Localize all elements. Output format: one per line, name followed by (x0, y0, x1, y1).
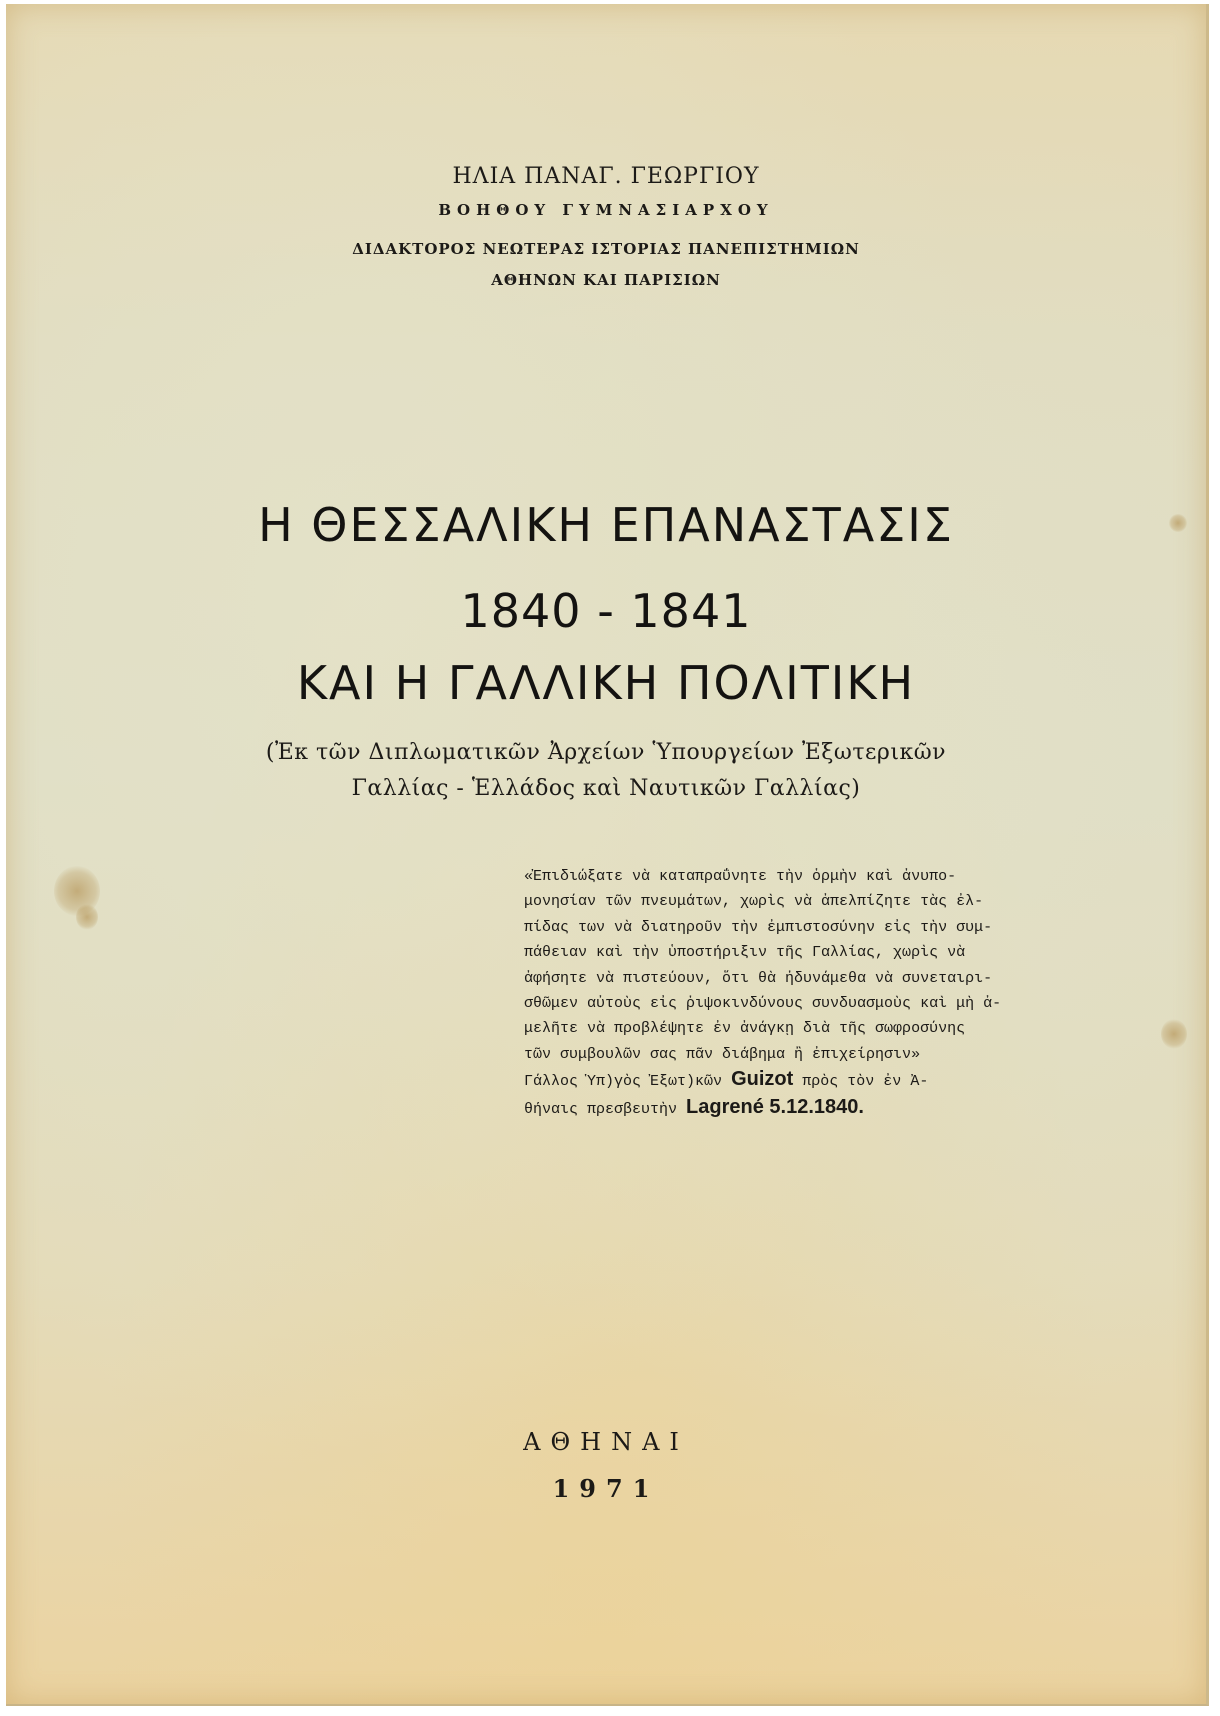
quote-line: «Ἐπιδιώξατε νὰ καταπραΰνητε τὴν ὁρμὴν καὶ ἀνυπο- (524, 868, 957, 885)
author-degree-line-2: ΑΘΗΝΩΝ ΚΑΙ ΠΑΡΙΣΙΩΝ (491, 271, 721, 289)
age-stain (1161, 1019, 1187, 1049)
book-title-line-1: Η ΘΕΣΣΑΛΙΚΗ ΕΠΑΝΑΣΤΑΣΙΣ (258, 498, 954, 552)
quote-line: τῶν συμβουλῶν σας πᾶν διάβημα ἢ ἐπιχείρησιν» (524, 1045, 921, 1063)
publication-year: 1971 (552, 1474, 660, 1503)
quote-attribution-line-1 (524, 1067, 1024, 1094)
author-degree-line-1: ΔΙΔΑΚΤΟΡΟΣ ΝΕΩΤΕΡΑΣ ΙΣΤΟΡΙΑΣ ΠΑΝΕΠΙΣΤΗΜΙΩΝ (352, 240, 860, 258)
quote-line: μελῆτε νὰ προβλέψητε ἐν ἀνάγκῃ διὰ τῆς σωφροσύνης (524, 1020, 966, 1038)
publication-place: ΑΘΗΝΑΙ (523, 1428, 689, 1456)
book-title-line-3: ΚΑΙ Η ΓΑΛΛΙΚΗ ΠΟΛΙΤΙΚΗ (296, 656, 916, 710)
age-stain (76, 904, 98, 930)
quote-line: ἀφήσητε νὰ πιστεύουν, ὅτι θὰ ἠδυνάμεθα νὰ συνεταιρι- (524, 969, 993, 987)
subtitle-line-1: (Ἐκ τῶν Διπλωματικῶν Ἀρχείων Ὑπουργείων Ἐξωτερικῶν (265, 740, 947, 765)
quote-attribution-line-2 (524, 1095, 1024, 1122)
attribution-sender: Guizot (731, 1068, 794, 1091)
book-title-years: 1840 - 1841 (460, 584, 752, 638)
attribution-role: Γάλλος Ὑπ)γὸς Ἐξωτ)κῶν (524, 1073, 723, 1091)
book-cover (6, 4, 1209, 1706)
author-position: ΒΟΗΘΟΥ ΓΥΜΝΑΣΙΑΡΧΟΥ (438, 201, 774, 219)
attribution-recipient-date: Lagrené 5.12.1840. (686, 1095, 864, 1118)
quote-line: μονησίαν τῶν πνευμάτων, χωρὶς νὰ ἀπελπίζητε τὰς ἐλ- (524, 893, 984, 911)
attribution-recipient-role: θήναις πρεσβευτὴν (524, 1100, 678, 1118)
attribution-recipient-prefix: πρὸς τὸν ἐν Ἀ- (802, 1073, 929, 1091)
quote-line: πάθειαν καὶ τὴν ὑποστήριξιν τῆς Γαλλίας, χωρὶς νὰ (524, 944, 966, 962)
quote-line: πίδας των νὰ διατηροῦν τὴν ἐμπιστοσύνην εἰς τὴν συμ- (524, 918, 993, 936)
epigraph-quote (524, 864, 1024, 1122)
author-name: ΗΛΙΑ ΠΑΝΑΓ. ΓΕΩΡΓΙΟΥ (452, 164, 760, 189)
quote-line: σθῶμεν αὐτοὺς εἰς ῥιψοκινδύνους συνδυασμοὺς καὶ μὴ ἀ- (524, 995, 1002, 1013)
subtitle-line-2: Γαλλίας - Ἑλλάδος καὶ Ναυτικῶν Γαλλίας) (351, 776, 861, 801)
